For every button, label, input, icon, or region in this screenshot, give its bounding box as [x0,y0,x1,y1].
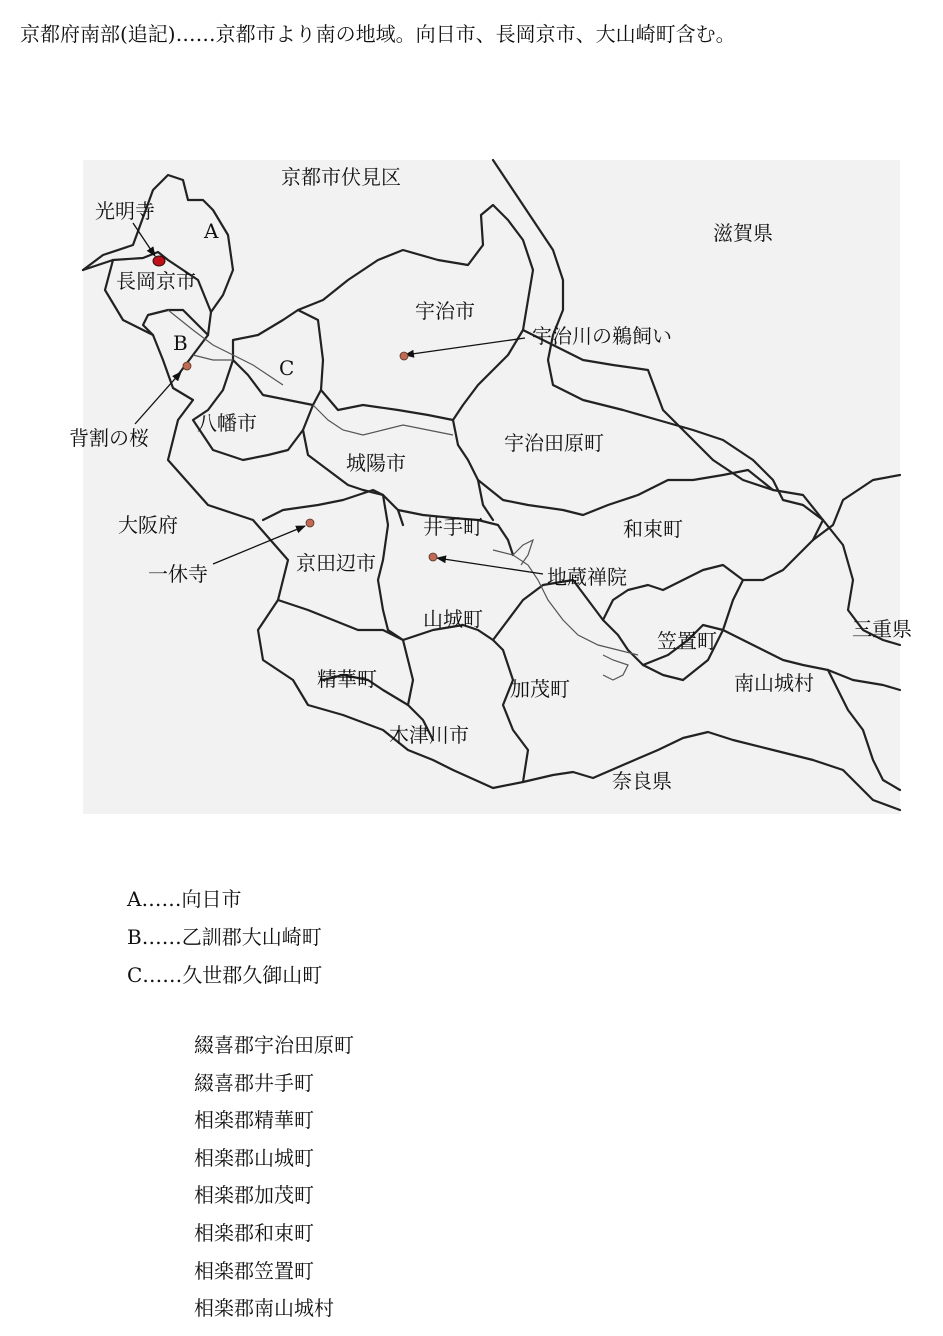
legend [127,880,322,994]
marker-ujigawa [400,352,408,360]
page-title: 京都府南部(追記)……京都市より南の地域。向日市、長岡京市、大山崎町含む。 [20,22,736,46]
label-yamashiro: 山城町 [423,607,483,631]
southern-kyoto-map [69,160,912,814]
label-seika: 精華町 [317,667,377,691]
label-yawata: 八幡市 [197,411,257,435]
district-list [194,1027,354,1328]
label-ujitawara: 宇治田原町 [504,431,604,455]
label-kamo: 加茂町 [510,677,570,701]
label-ikkyuji: 一休寺 [148,562,208,586]
label-nagaokakyo: 長岡京市 [116,269,196,293]
district-item: 相楽郡和束町 [194,1220,314,1245]
label-komyoji: 光明寺 [95,199,155,223]
marker-ikkyuji [306,519,314,527]
district-item: 相楽郡笠置町 [194,1258,314,1283]
label-kasagi: 笠置町 [657,629,717,653]
legend-item: B……乙訓郡大山崎町 [127,925,322,949]
label-osaka: 大阪府 [118,513,178,537]
district-item: 綴喜郡井手町 [194,1070,314,1095]
district-item: 相楽郡精華町 [194,1108,314,1133]
label-kyotanabe: 京田辺市 [296,551,376,575]
marker-komyoji [153,256,165,266]
label-shiga: 滋賀県 [713,221,773,245]
label-uji: 宇治市 [415,299,475,323]
label-sewari: 背割の桜 [69,426,149,450]
label-mie: 三重県 [852,617,912,641]
label-b: B [173,331,188,355]
label-c: C [279,356,295,380]
label-ujigawa-ukai: 宇治川の鵜飼い [532,324,672,348]
marker-sewari [183,362,191,370]
label-jizozenin: 地蔵禅院 [547,565,627,589]
label-joyo: 城陽市 [346,451,406,475]
district-item: 相楽郡加茂町 [194,1183,314,1208]
label-wazuka: 和束町 [623,517,683,541]
label-kyoto-fushimi: 京都市伏見区 [281,165,401,189]
label-nara: 奈良県 [612,769,672,793]
label-ide: 井手町 [423,515,483,539]
district-item: 相楽郡山城町 [194,1145,314,1170]
label-minamiyamashiro: 南山城村 [734,671,814,695]
legend-item: A……向日市 [127,887,242,911]
legend-item: C……久世郡久御山町 [127,963,323,987]
district-item: 相楽郡南山城村 [194,1296,334,1321]
district-item: 綴喜郡宇治田原町 [194,1033,354,1057]
label-kizugawa: 木津川市 [389,723,469,747]
label-a: A [204,219,219,243]
marker-jizozenin [429,553,437,561]
